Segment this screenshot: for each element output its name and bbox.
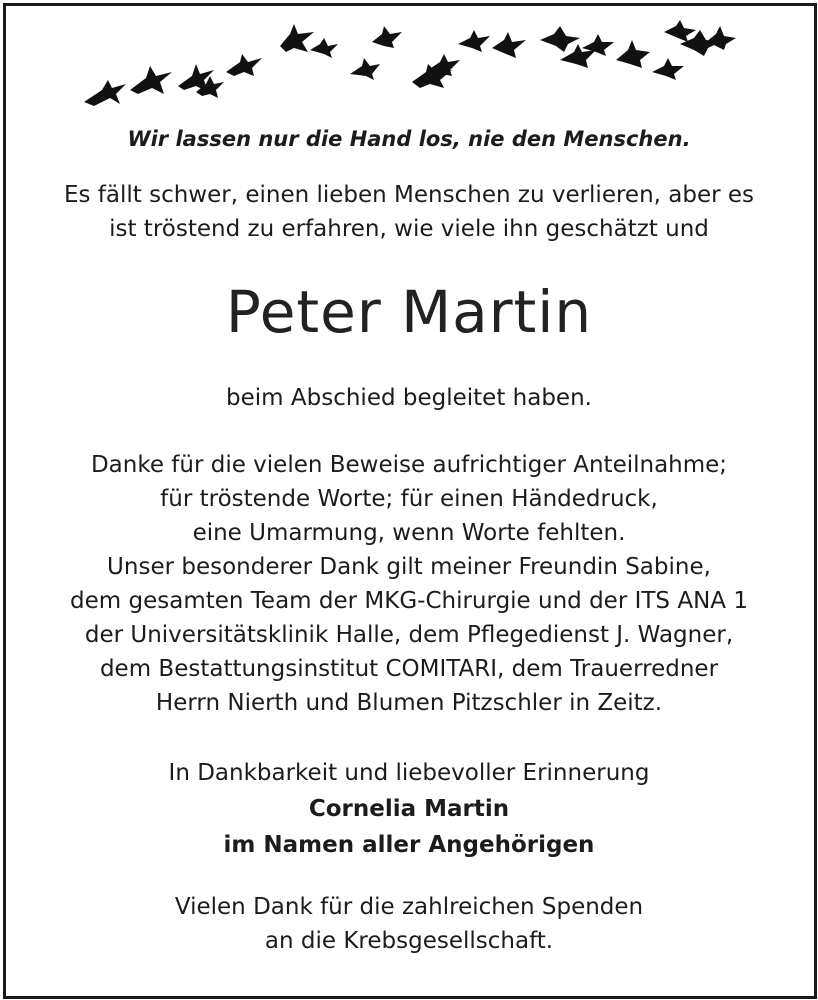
thanks-line: für tröstende Worte; für einen Händedruck,: [160, 486, 658, 512]
farewell-line: beim Abschied begleitet haben.: [226, 385, 592, 411]
thanks-line: dem gesamten Team der MKG-Chirurgie und der ITS ANA 1: [70, 588, 748, 614]
intro-line: ist tröstend zu erfahren, wie viele ihn geschätzt und: [109, 216, 709, 242]
intro-paragraph: [0, 178, 818, 246]
thanks-paragraph: [0, 448, 818, 720]
intro-line: Es fällt schwer, einen lieben Menschen zu verlieren, aber es: [63, 182, 755, 208]
deceased-name: Peter Martin: [225, 278, 593, 346]
thanks-line: dem Bestattungsinstitut COMITARI, dem Trauerredner: [99, 656, 719, 682]
closing-block: [0, 755, 818, 863]
thanks-line: Unser besonderer Dank gilt meiner Freundin Sabine,: [107, 554, 711, 580]
donation-note: [0, 890, 818, 958]
motto: Wir lassen nur die Hand los, nie den Menschen.: [127, 127, 691, 151]
signer-name: Cornelia Martin: [308, 796, 510, 822]
thanks-line: Danke für die vielen Beweise aufrichtiger Anteilnahme;: [90, 452, 728, 478]
closing-line: In Dankbarkeit und liebevoller Erinnerung: [168, 760, 650, 786]
thanks-line: Herrn Nierth und Blumen Pitzschler in Zeitz.: [155, 690, 663, 716]
on-behalf-line: im Namen aller Angehörigen: [223, 832, 595, 858]
thanks-line: eine Umarmung, wenn Worte fehlten.: [192, 520, 626, 546]
donation-line: Vielen Dank für die zahlreichen Spenden: [174, 894, 644, 920]
thanks-line: der Universitätsklinik Halle, dem Pflegedienst J. Wagner,: [84, 622, 734, 648]
flying-birds-flock-icon: [80, 20, 740, 120]
donation-line: an die Krebsgesellschaft.: [264, 928, 554, 954]
